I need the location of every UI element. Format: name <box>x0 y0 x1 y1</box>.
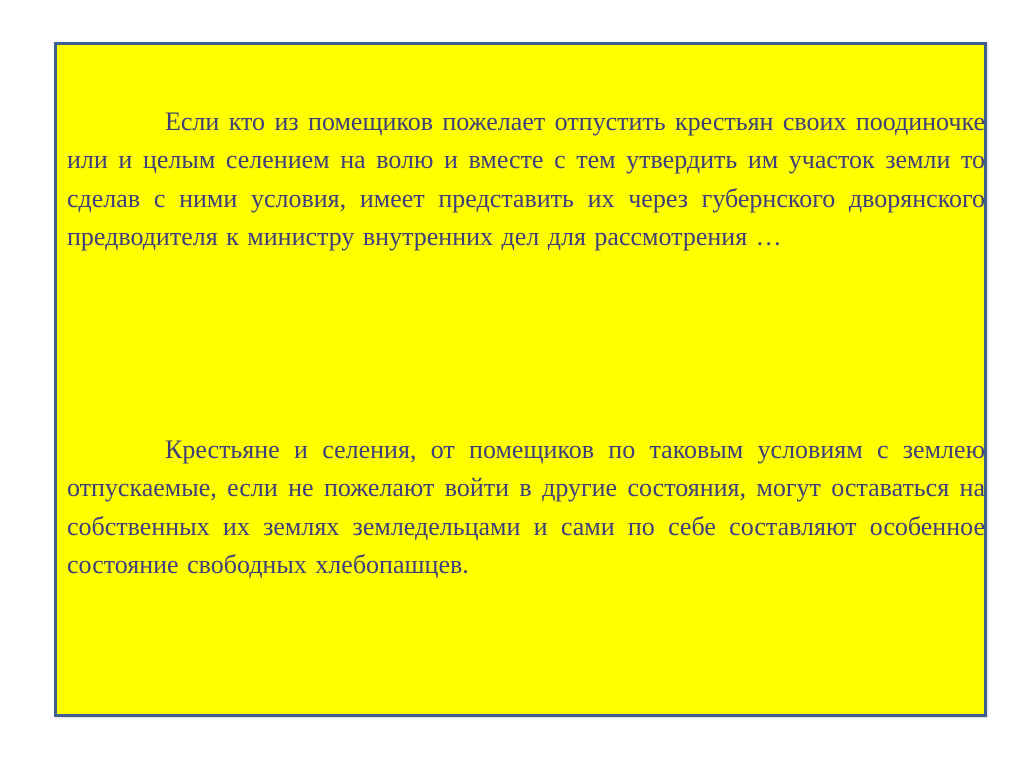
text-panel <box>54 42 987 717</box>
paragraph-2: Крестьяне и селения, от помещиков по таковым условиям с землею отпускаемые, если не пожелают войти в другие состояния, могут оставаться на собственных их землях земледельцами и сами по себе составляют особенное состояние свободных хлебопашцев. <box>67 435 985 580</box>
paragraph-1: Если кто из помещиков пожелает отпустить крестьян своих поодиночке или и целым селением на волю и вместе с тем утвердить им участок земли то сделав с ними условия, имеет представить их через губернского дворянского предводителя к министру внутренних дел для рассмотрения … <box>67 107 985 252</box>
